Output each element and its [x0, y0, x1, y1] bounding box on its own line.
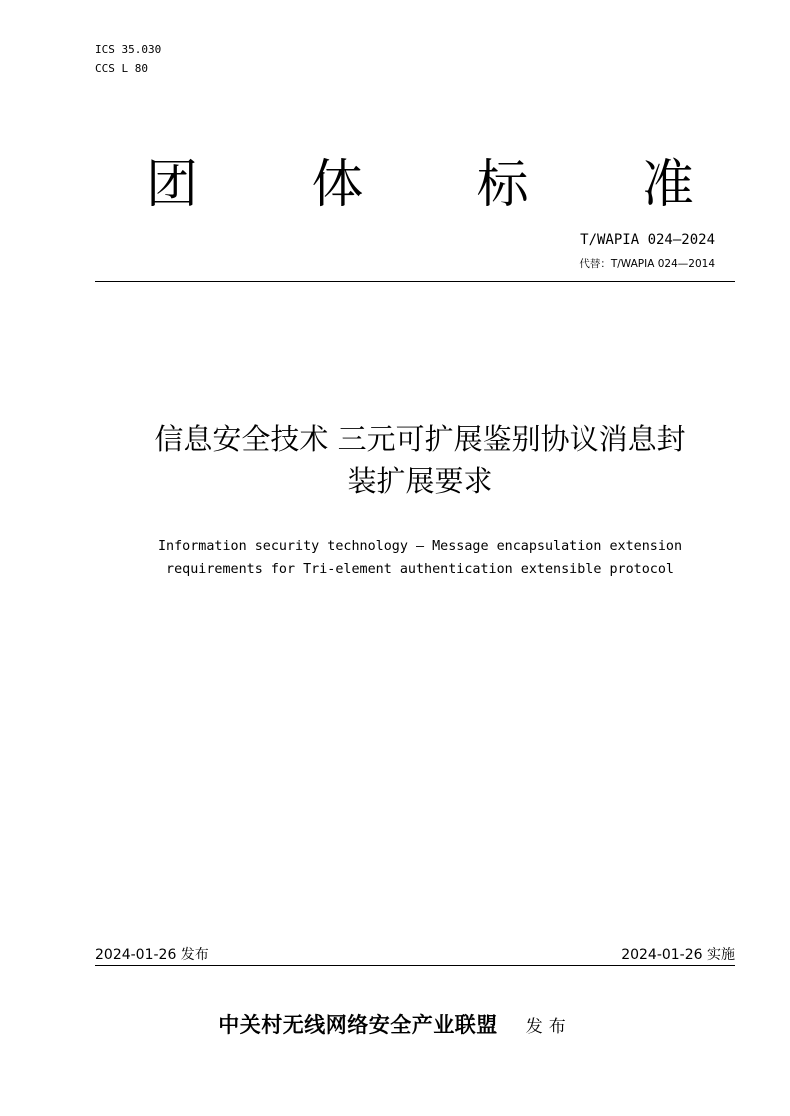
replaces-standard: 代替：T/WAPIA 024—2014	[579, 258, 715, 270]
publisher-line	[0, 1010, 790, 1042]
chinese-title-line: 装扩展要求	[347, 464, 493, 498]
standard-type-char: 标	[476, 155, 529, 215]
english-title-line: Information security technology — Message encapsulation extension	[157, 539, 683, 554]
ics-code: ICS 35.030	[95, 43, 162, 56]
standard-type-char: 体	[311, 155, 364, 215]
classification-codes	[95, 40, 161, 78]
english-title-line: requirements for Tri-element authentication extensible protocol	[166, 562, 674, 577]
date-row	[95, 945, 735, 965]
chinese-title	[70, 418, 770, 502]
bottom-divider	[95, 965, 735, 966]
standard-number: T/WAPIA 024—2024	[580, 232, 715, 248]
publisher-name: 中关村无线网络安全产业联盟	[218, 1013, 498, 1037]
standard-type-char: 团	[145, 155, 198, 215]
publisher-action: 发布	[525, 1017, 572, 1037]
publish-date: 2024-01-26 发布	[95, 947, 209, 963]
standard-type-char: 准	[641, 155, 694, 215]
english-title	[40, 535, 790, 581]
implementation-date: 2024-01-26 实施	[621, 947, 735, 963]
ccs-code: CCS L 80	[95, 62, 148, 75]
standard-type-heading	[130, 152, 710, 218]
chinese-title-line: 信息安全技术 三元可扩展鉴别协议消息封	[154, 422, 686, 456]
top-divider	[95, 281, 735, 282]
